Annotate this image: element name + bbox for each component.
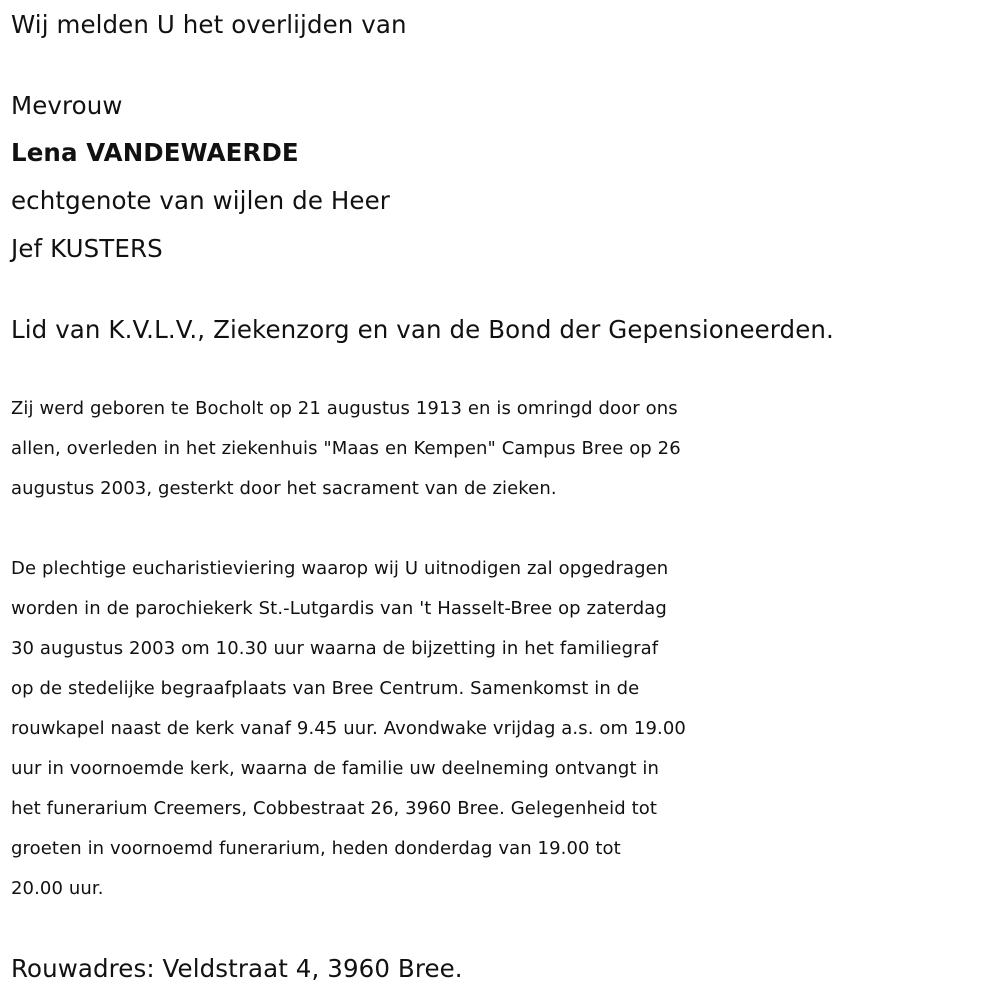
paragraph-line: rouwkapel naast de kerk vanaf 9.45 uur. Avondwake vrijdag a.s. om 19.00 <box>11 718 686 739</box>
paragraph-line: groeten in voornoemd funerarium, heden donderdag van 19.00 tot <box>11 838 621 859</box>
intro-text: Wij melden U het overlijden van <box>11 10 407 39</box>
paragraph-line: augustus 2003, gesterkt door het sacrament van de zieken. <box>11 478 557 499</box>
paragraph-line: Zij werd geboren te Bocholt op 21 augustus 1913 en is omringd door ons <box>11 398 678 419</box>
spouse-name: Jef KUSTERS <box>11 234 163 263</box>
paragraph-line: op de stedelijke begraafplaats van Bree Centrum. Samenkomst in de <box>11 678 640 699</box>
relation-text: echtgenote van wijlen de Heer <box>11 186 390 215</box>
paragraph-line: 20.00 uur. <box>11 878 104 899</box>
paragraph-line: het funerarium Creemers, Cobbestraat 26, 3960 Bree. Gelegenheid tot <box>11 798 658 819</box>
ceremony-paragraph <box>11 549 996 909</box>
paragraph-line: 30 augustus 2003 om 10.30 uur waarna de bijzetting in het familiegraf <box>11 638 659 659</box>
membership-text: Lid van K.V.L.V., Ziekenzorg en van de Bond der Gepensioneerden. <box>11 315 834 344</box>
paragraph-line: De plechtige eucharistieviering waarop wij U uitnodigen zal opgedragen <box>11 558 669 579</box>
paragraph-line: uur in voornoemde kerk, waarna de familie uw deelneming ontvangt in <box>11 758 660 779</box>
paragraph-line: allen, overleden in het ziekenhuis "Maas en Kempen" Campus Bree op 26 <box>11 438 681 459</box>
paragraph-line: worden in de parochiekerk St.-Lutgardis van 't Hasselt-Bree op zaterdag <box>11 598 667 619</box>
title-text: Mevrouw <box>11 91 123 120</box>
address-text: Rouwadres: Veldstraat 4, 3960 Bree. <box>11 954 463 983</box>
deceased-name: Lena VANDEWAERDE <box>11 138 299 167</box>
birth-death-paragraph <box>11 389 996 509</box>
